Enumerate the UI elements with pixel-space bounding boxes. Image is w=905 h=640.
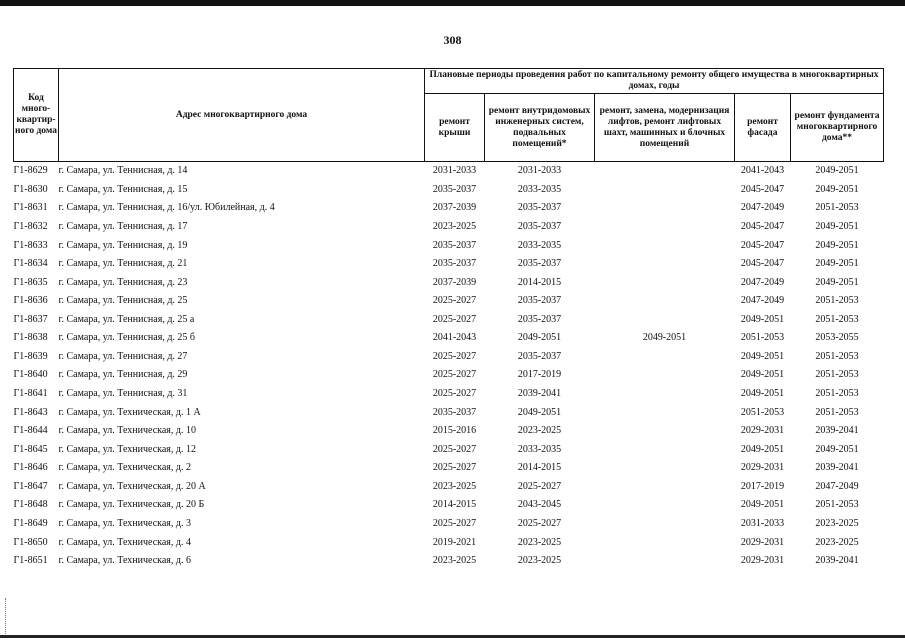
cell-facade: 2049-2051 [740,499,785,511]
scan-artifact [5,598,9,634]
cell-roof: 2031-2033 [432,165,477,177]
cell-code: Г1-8645 [13,443,48,455]
cell-engineering: 2031-2033 [517,165,562,177]
cell-engineering: 2039-2041 [517,388,562,400]
cell-facade: 2029-2031 [740,425,785,437]
cell-engineering: 2049-2051 [517,332,562,344]
cell-foundation: 2051-2053 [815,295,859,307]
cell-foundation: 2051-2053 [815,202,859,214]
cell-address: г. Самара, ул. Теннисная, д. 14 [58,165,188,177]
capital-repair-table [13,68,884,570]
cell-engineering: 2025-2027 [517,517,562,529]
cell-code: Г1-8650 [13,536,48,548]
table-row [14,422,884,441]
table-row [14,329,884,348]
cell-facade: 2045-2047 [740,220,785,232]
cell-engineering: 2049-2051 [517,406,562,418]
cell-code: Г1-8646 [13,462,48,474]
table-row [14,236,884,255]
cell-code: Г1-8640 [13,369,48,381]
cell-engineering: 2033-2035 [517,443,562,455]
cell-address: г. Самара, ул. Техническая, д. 3 [58,517,191,529]
cell-facade: 2047-2049 [740,202,785,214]
cell-foundation: 2051-2053 [815,313,859,325]
cell-foundation: 2049-2051 [815,220,859,232]
header-roof: ремонт крыши [425,94,485,162]
cell-address: г. Самара, ул. Техническая, д. 10 [58,425,196,437]
cell-foundation: 2051-2053 [815,499,859,511]
table-row [14,199,884,218]
cell-elevators [595,218,735,237]
bottom-border [0,635,905,638]
cell-code: Г1-8630 [13,183,48,195]
cell-roof: 2025-2027 [432,462,477,474]
cell-address: г. Самара, ул. Теннисная, д. 17 [58,220,188,232]
cell-code: Г1-8629 [13,165,48,177]
cell-foundation: 2051-2053 [815,350,859,362]
cell-foundation: 2039-2041 [815,555,859,567]
cell-code: Г1-8634 [13,258,48,270]
cell-code: Г1-8649 [13,517,48,529]
cell-address: г. Самара, ул. Техническая, д. 20 А [58,480,206,492]
cell-elevators [595,496,735,515]
cell-address: г. Самара, ул. Техническая, д. 1 А [58,406,201,418]
cell-engineering: 2033-2035 [517,239,562,251]
cell-facade: 2049-2051 [740,388,785,400]
cell-engineering: 2035-2037 [517,350,562,362]
cell-engineering: 2033-2035 [517,183,562,195]
table-row [14,311,884,330]
cell-roof: 2023-2025 [432,480,477,492]
table-row [14,459,884,478]
header-foundation: ремонт фундамента многоквартирного дома** [791,94,884,162]
cell-code: Г1-8643 [13,406,48,418]
table-row [14,515,884,534]
cell-elevators [595,162,735,181]
table-row [14,273,884,292]
cell-elevators [595,348,735,367]
cell-roof: 2035-2037 [432,406,477,418]
header-engineering: ремонт внутридомовых инженерных систем, подвальных помещений* [485,94,595,162]
cell-facade: 2049-2051 [740,313,785,325]
cell-facade: 2041-2043 [740,165,785,177]
cell-roof: 2025-2027 [432,369,477,381]
cell-code: Г1-8637 [13,313,48,325]
header-address: Адрес многоквартирного дома [59,69,425,162]
cell-elevators [595,255,735,274]
cell-engineering: 2043-2045 [517,499,562,511]
cell-address: г. Самара, ул. Теннисная, д. 21 [58,258,188,270]
cell-code: Г1-8648 [13,499,48,511]
cell-foundation: 2051-2053 [815,369,859,381]
cell-foundation: 2049-2051 [815,276,859,288]
cell-address: г. Самара, ул. Теннисная, д. 16/ул. Юбилейная, д. 4 [58,202,275,214]
cell-engineering: 2014-2015 [517,462,562,474]
table-row [14,403,884,422]
cell-facade: 2045-2047 [740,183,785,195]
cell-roof: 2025-2027 [432,295,477,307]
cell-foundation: 2049-2051 [815,443,859,455]
cell-roof: 2025-2027 [432,388,477,400]
cell-roof: 2014-2015 [432,499,477,511]
cell-elevators [595,515,735,534]
cell-facade: 2029-2031 [740,555,785,567]
cell-elevators: 2049-2051 [642,332,687,344]
cell-address: г. Самара, ул. Теннисная, д. 23 [58,276,188,288]
cell-elevators [595,478,735,497]
cell-roof: 2035-2037 [432,239,477,251]
cell-address: г. Самара, ул. Техническая, д. 6 [58,555,191,567]
cell-engineering: 2035-2037 [517,313,562,325]
cell-elevators [595,273,735,292]
cell-facade: 2029-2031 [740,536,785,548]
cell-engineering: 2023-2025 [517,536,562,548]
cell-facade: 2017-2019 [740,480,785,492]
cell-engineering: 2023-2025 [517,425,562,437]
cell-facade: 2049-2051 [740,443,785,455]
cell-address: г. Самара, ул. Теннисная, д. 15 [58,183,188,195]
cell-roof: 2023-2025 [432,220,477,232]
cell-address: г. Самара, ул. Техническая, д. 4 [58,536,191,548]
cell-roof: 2025-2027 [432,517,477,529]
cell-elevators [595,181,735,200]
cell-facade: 2029-2031 [740,462,785,474]
cell-roof: 2035-2037 [432,183,477,195]
cell-roof: 2037-2039 [432,276,477,288]
cell-engineering: 2035-2037 [517,202,562,214]
top-border [0,0,905,6]
cell-facade: 2031-2033 [740,517,785,529]
cell-elevators [595,236,735,255]
cell-code: Г1-8636 [13,295,48,307]
cell-facade: 2049-2051 [740,350,785,362]
cell-code: Г1-8631 [13,202,48,214]
cell-elevators [595,199,735,218]
table-row [14,440,884,459]
cell-code: Г1-8632 [13,220,48,232]
table-row [14,496,884,515]
table-row [14,348,884,367]
cell-roof: 2035-2037 [432,258,477,270]
cell-engineering: 2035-2037 [517,295,562,307]
cell-address: г. Самара, ул. Теннисная, д. 29 [58,369,188,381]
cell-roof: 2041-2043 [432,332,477,344]
cell-roof: 2025-2027 [432,313,477,325]
cell-engineering: 2035-2037 [517,258,562,270]
cell-foundation: 2049-2051 [815,258,859,270]
cell-code: Г1-8639 [13,350,48,362]
table-row [14,162,884,181]
table-row [14,478,884,497]
table-row [14,366,884,385]
cell-code: Г1-8647 [13,480,48,492]
cell-foundation: 2049-2051 [815,183,859,195]
cell-foundation: 2051-2053 [815,388,859,400]
table-row [14,385,884,404]
cell-elevators [595,440,735,459]
cell-foundation: 2053-2055 [815,332,859,344]
cell-elevators [595,422,735,441]
table-row [14,255,884,274]
table-row [14,218,884,237]
cell-facade: 2049-2051 [740,369,785,381]
cell-foundation: 2049-2051 [815,165,859,177]
cell-elevators [595,385,735,404]
cell-engineering: 2017-2019 [517,369,562,381]
cell-facade: 2045-2047 [740,239,785,251]
table-row [14,552,884,571]
page-number: 308 [443,33,462,47]
cell-facade: 2051-2053 [740,332,785,344]
cell-address: г. Самара, ул. Теннисная, д. 31 [58,388,188,400]
cell-elevators [595,459,735,478]
cell-foundation: 2039-2041 [815,462,859,474]
cell-engineering: 2035-2037 [517,220,562,232]
cell-foundation: 2051-2053 [815,406,859,418]
cell-facade: 2045-2047 [740,258,785,270]
cell-roof: 2015-2016 [432,425,477,437]
cell-engineering: 2023-2025 [517,555,562,567]
cell-foundation: 2023-2025 [815,517,859,529]
cell-elevators [595,552,735,571]
cell-code: Г1-8633 [13,239,48,251]
cell-address: г. Самара, ул. Техническая, д. 2 [58,462,191,474]
header-facade: ремонт фасада [735,94,791,162]
table-row [14,292,884,311]
cell-engineering: 2014-2015 [517,276,562,288]
cell-elevators [595,311,735,330]
cell-foundation: 2049-2051 [815,239,859,251]
cell-facade: 2047-2049 [740,295,785,307]
cell-roof: 2023-2025 [432,555,477,567]
cell-roof: 2019-2021 [432,536,477,548]
cell-address: г. Самара, ул. Теннисная, д. 19 [58,239,188,251]
cell-foundation: 2047-2049 [815,480,859,492]
cell-facade: 2047-2049 [740,276,785,288]
cell-code: Г1-8641 [13,388,48,400]
table-row [14,533,884,552]
cell-code: Г1-8638 [13,332,48,344]
cell-roof: 2025-2027 [432,350,477,362]
cell-code: Г1-8651 [13,555,48,567]
cell-roof: 2037-2039 [432,202,477,214]
cell-address: г. Самара, ул. Теннисная, д. 25 б [58,332,195,344]
cell-address: г. Самара, ул. Теннисная, д. 25 а [58,313,195,325]
cell-foundation: 2023-2025 [815,536,859,548]
header-elevators: ремонт, замена, модернизация лифтов, ремонт лифтовых шахт, машинных и блочных помещений [595,94,735,162]
cell-code: Г1-8635 [13,276,48,288]
cell-elevators [595,403,735,422]
header-periods-group: Плановые периоды проведения работ по капитальному ремонту общего имущества в многоквартирных домах, годы [425,69,884,94]
cell-address: г. Самара, ул. Теннисная, д. 25 [58,295,188,307]
cell-roof: 2025-2027 [432,443,477,455]
cell-address: г. Самара, ул. Техническая, д. 12 [58,443,196,455]
table-row [14,181,884,200]
cell-address: г. Самара, ул. Теннисная, д. 27 [58,350,188,362]
cell-foundation: 2039-2041 [815,425,859,437]
cell-facade: 2051-2053 [740,406,785,418]
header-code: Код много-квартир-ного дома [14,69,59,162]
cell-code: Г1-8644 [13,425,48,437]
table-body [14,162,884,571]
cell-engineering: 2025-2027 [517,480,562,492]
cell-elevators [595,533,735,552]
cell-address: г. Самара, ул. Техническая, д. 20 Б [58,499,205,511]
cell-elevators [595,292,735,311]
cell-elevators [595,366,735,385]
